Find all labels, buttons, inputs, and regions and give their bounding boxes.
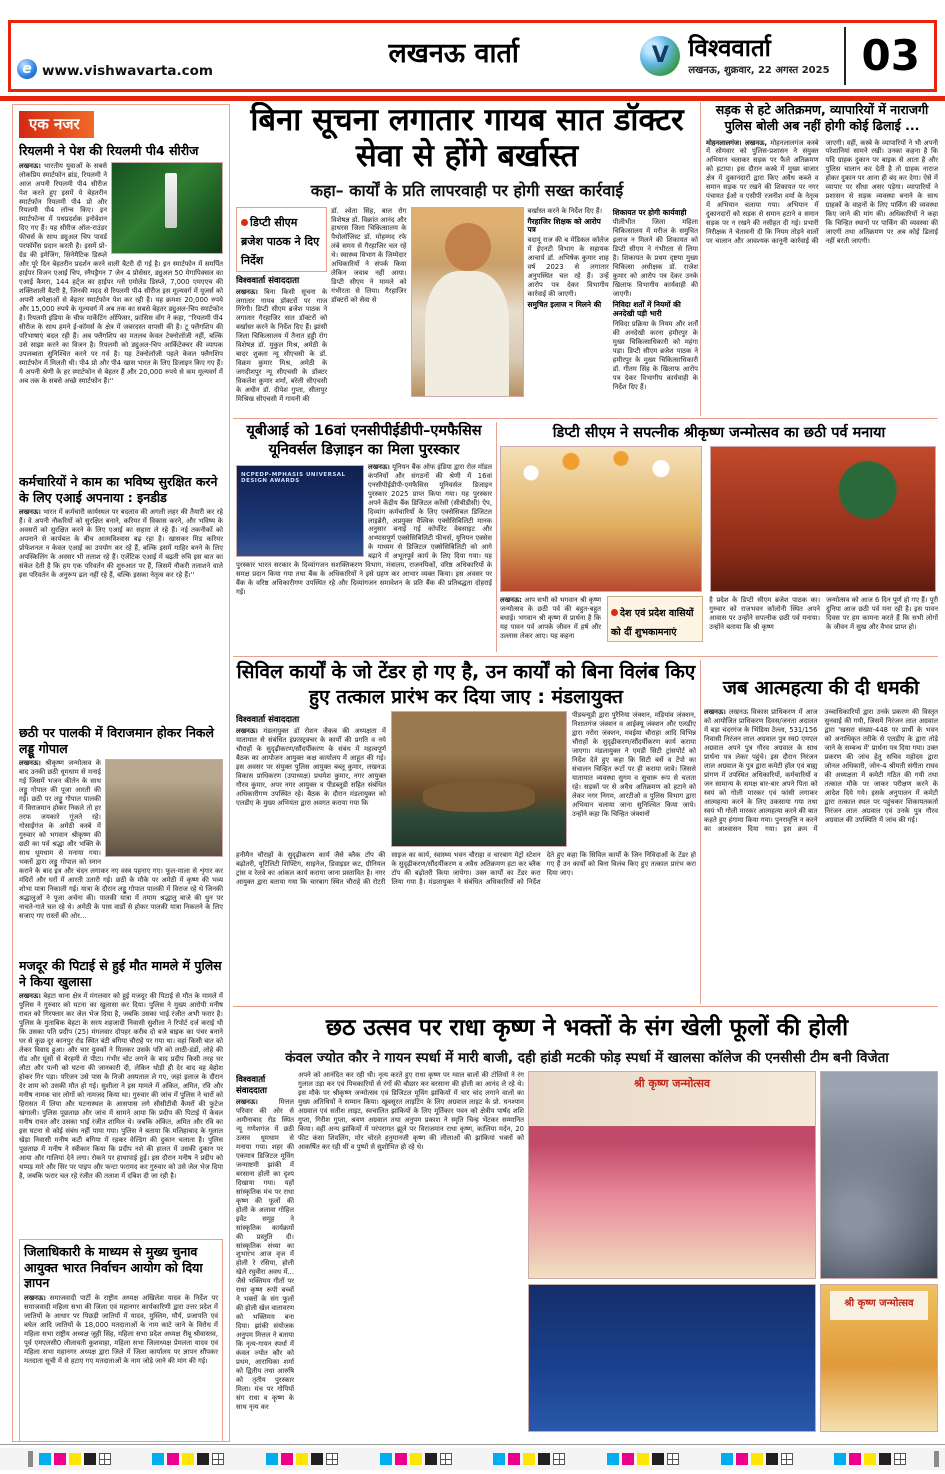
dateline: लखनऊ। <box>236 287 258 296</box>
color-swatch <box>766 1453 778 1465</box>
masthead <box>8 20 937 92</box>
registration-cross-icon <box>99 1453 111 1465</box>
registration-cross-icon <box>894 1453 906 1465</box>
lead-body-3-intro: बर्खास्त करने के निर्देश दिए हैं। <box>527 206 603 215</box>
column-rule <box>700 660 701 1004</box>
masthead-left <box>17 25 267 87</box>
color-swatch <box>54 1453 66 1465</box>
color-swatch <box>84 1453 96 1465</box>
article-headline: डिप्टी सीएम ने सपत्नीक श्रीकृष्ण जन्मोत्सव का छठी पर्व मनाया <box>552 425 886 441</box>
award-article <box>236 422 492 652</box>
registration-cross-icon <box>440 1453 452 1465</box>
column-rule <box>496 422 497 652</box>
dateline: लखनऊ। <box>236 727 258 736</box>
sidebar-article-indeed <box>19 474 223 720</box>
color-swatch <box>508 1453 520 1465</box>
night-tableau-photo <box>528 1284 816 1432</box>
sidebar-section-header: एक नजर <box>19 111 94 138</box>
suicide-threat-article <box>704 660 938 1004</box>
award-banner-text: NCPEDP-MPHASIS UNIVERSAL DESIGN AWARDS <box>241 471 346 484</box>
lead-subheadline: कहा– कार्यों के प्रति लापरवाही पर होगी सख्त कार्रवाई <box>310 180 624 200</box>
palki-procession-photo <box>105 759 223 857</box>
lead-body-3: बदायूं राज की ब मेडिकल कॉलेज में ईएनटी विभाग के सहायक आचार्य डॉ. अभिषेक कुमार शाह वर्ष 2023 से लगातार अनुपस्थित चल रहे हैं। उन्हें आरोप पत्र देकर विभागीय कार्रवाई की जाएगी। <box>527 236 609 299</box>
holi-right-column <box>298 1071 524 1432</box>
celebration-balloons-photo <box>500 446 702 592</box>
sub-section-heading: शिकायत पर होगी कार्यवाही <box>612 207 687 217</box>
sidebar-article-realme <box>19 143 223 469</box>
section-title: लखनऊ वार्ता <box>388 38 519 69</box>
lead-column-4 <box>613 207 698 403</box>
article-headline: सिविल कार्यों के जो टेंडर हो गए है, उन कार्यों को बिना विलंब किए हुए तत्काल प्रारंभ कर दिया जाए : मंडलायुक्त <box>236 661 696 708</box>
article-body: मोहनलालगंज कस्बे में सोमवार को पुलिस-प्रशासन ने संयुक्त अभियान चलाकर सड़क पर फैले अतिक्रमण को हटाया। इस दौरान कस्बे में मुख्य बाजार क्षेत्र में दुकानदारों द्वारा किए अवैध कब्जे व समान सड़क पर रखने की शिकायत पर नगर पंचायत ईओ व एसीपी रजनीश वर्मा के नेतृत्व में अभियान चलाया गया। अभियान में दुकानदारों को सड़क से समान हटाने व समान सड़क पर न रखने की नसीहत दी गई। प्रभारी निरीक्षक ने चेतावनी दी कि नियम तोड़ने वालों पर चालान और आवश्यक कानूनी कार्रवाई की जाएगी। वहीं, कस्बे के व्यापारियों ने भी अपनी परेशानियां सामने रखीं। उनका कहना है कि यदि ग्राहक दुकान पर बाइक से आता है और पुलिस चालान कर देती है तो ग्राहक नाराज होकर दुकान पर आना ही बंद कर देगा। ऐसे में व्यापार पर सीधा असर पड़ेगा। व्यापारियों ने प्रशासन से सड़क व्यवस्था बनाने के साथ ग्राहकों के वाहनों के लिए पार्किंग की व्यवस्था किए जाने की मांग की। अधिकारियों ने कहा कि चिन्हित स्थानों पर पार्किंग की व्यवस्था की जाएगी तथा अतिक्रमण पर अब कोई ढिलाई नहीं बरती जाएगी। <box>706 138 938 246</box>
column-rule <box>700 102 701 416</box>
color-swatch <box>538 1453 550 1465</box>
lead-article <box>236 102 698 416</box>
article-body: भारत में कर्मचारी कार्यस्थल पर बदलाव की अगली लहर की तैयारी कर रहे हैं। वे अपनी नौकरियों को सुरक्षित बनाने, करियर में विकास करने, और भविष्य के अवसरों को सुरक्षित करने के लिए एआई का सहारा ले रहे हैं। नई तकनीकों को अपनाने से कार्यबल के बीच आत्मविश्वास बढ़ रहा है। खासकर मिड करियर प्रोफेशनल न केवल एआई का उपयोग कर रहे हैं, बल्कि इसमें माहिर बनने के लिए अपस्किलिंग के अवसर भी तलाश रहे हैं। एजेंटिक एआई में बढ़ती रुचि इस बात का संकेत देती है कि हम एक परिवर्तन की शुरुआत पर हैं, जिसमें नौकरी तलाशने वाले इस परिवर्तन के अनुरूप ढल नहीं रहे हैं, बल्कि इसका नेतृत्व कर रहे हैं।'' <box>19 508 223 580</box>
sub-section-heading: समुचित इलाज न मिलने की <box>527 300 602 310</box>
holi-left-column <box>236 1071 294 1432</box>
color-swatch <box>69 1453 81 1465</box>
color-swatch <box>834 1453 846 1465</box>
article-body: है प्रदेश के डिप्टी सीएम ब्रजेश पाठक का। गुरुवार को राजभवन कॉलोनी स्थित अपने आवास पर उन्होंने सपत्नीक छठी पर्व मनाया। उन्होंने बताया कि श्री कृष्ण <box>709 596 821 631</box>
lead-column-3 <box>528 207 609 403</box>
color-swatch <box>425 1453 437 1465</box>
dateline: लखनऊ। <box>19 759 41 768</box>
color-swatch <box>493 1453 505 1465</box>
realme-p4-product-photo <box>111 162 223 254</box>
lead-column-1 <box>236 207 327 403</box>
article-body: मित्तल परिवार की ओर से अमीनाबाद रोड स्थित न्यू गणेशगंज में छठी उत्सव धूमधाम से मनाया गया। शहर की एकमात्र डिजिटल मूविंग जन्माष्टमी झांकी में बरसाना होली का दृश्य दिखाया गया। यहाँ सांस्कृतिक मंच पर राधा कृष्ण की फूलों की होली के अलावा गोहिल इवेंट समूह ने सांस्कृतिक कार्यक्रमों की प्रस्तुति दी। सांस्कृतिक संध्या का शुभारंभ आज वृज में होली रे रसिया, होली खेले रघुवीरा अवध में... जैसे भक्तिमय गीतों पर राधा कृष्ण रूपी बच्चों ने भक्तों के संग फूलों की होली खेल वातावरण को भक्तिमय बना दिया। झांकी संयोजक अनुपम मित्तल ने बताया कि नृत्य-गायन स्पर्धा में कंवल ज्योत कौर को प्रथम, आराधिका शर्मा को द्वितीय तथा आरुषि को तृतीय पुरस्कार मिला। मंच पर गोपियों संग राधा व कृष्ण के साथ नृत्य कर <box>236 1098 294 1411</box>
tenders-column-1 <box>236 711 386 847</box>
article-headline: यूबीआई को 16वां एनसीपीईडीपी–एमफैसिस यूनिवर्सल डिज़ाइन का मिला पुरस्कार <box>246 423 482 458</box>
krishna-column-1 <box>500 596 601 642</box>
dateline: लखनऊ। <box>19 992 41 1001</box>
dateline: लखनऊ। <box>704 708 726 716</box>
registration-endcap <box>28 1451 33 1467</box>
cmyk-registration-group <box>266 1453 338 1465</box>
browser-e-icon: e <box>17 59 37 79</box>
tenders-column-2 <box>572 711 696 847</box>
color-swatch <box>879 1453 891 1465</box>
lead-body-columns <box>236 207 698 403</box>
color-swatch <box>637 1453 649 1465</box>
article-body: लखनऊ विकास प्राधिकरण में आज को आयोजित प्राधिकरण दिवस/जनता अदालत में बड़ा चंदरगंज के भिंडिया टेल्ला, 531/156 निवासी निरंजन लाल अग्रवाल पुत्र स्व0 एमएल अग्रवाल अपने पुत्र गौरव अग्रवाल के साथ प्रार्थना पत्र लेकर पहुंचे। इस दौरान निरंजन लाल अग्रवाल के पुत्र द्वारा कमेटी हॉल एवं बाह्य प्रांगण में उपस्थित अधिकारियों, कर्मचारियों व जन सामान्य के समक्ष बार-बार अपने पिता को स्वयं को गोली मारकर एवं फांसी लगाकर आत्महत्या करने के लिए उकसाया गया तथा स्वयं भी गोली मारकर आत्महत्या करने की बात कहते हुए हंगामा किया गया। पुनरावृत्ति न करने का आश्वासन दिया गया। इस क्रम में उच्चाधिकारियों द्वारा उनके प्रकरण की विस्तृत सुनवाई की गयी, जिसमें निरंजन लाल अग्रवाल द्वारा 'खसरा संख्या-448 पर प्रार्थी के भवन को अनाधिकृत तरीके से एलडीए के द्वारा तोड़े जाने के सम्बन्ध में' प्रार्थना पत्र दिया गया। उक्त प्रकरण की जांच हेतु सचिव महोदय द्वारा जोनल अधिकारी, जोन-4 श्रीमती संगीता राघव की अध्यक्षता में कमेटी गठित की गयी तथा तत्काल मौके पर जाकर परीक्षण करने के आदेश दिये गये। इसके अनुपालन में कमेटी द्वारा तत्काल स्थल पर पहुंचकर शिकायतकर्ता निरंजन लाल अग्रवाल एवं उनके पुत्र गौरव अग्रवाल की उपस्थिति में जांच की गई। <box>704 708 938 833</box>
article-body: भारतीय युवाओं के सबसे लोकप्रिय स्मार्टफोन ब्रांड, रियलमी ने आज अपनी रियलमी पी4 सीरीज पेश करते हुए इसमें ये बेहतरीन स्मार्टफोन रियलमी पी4 प्रो और रियलमी पी4 लॉन्च किए। इन स्मार्टफोन्स में पथप्रदर्शक इनोवेशन दिए गए हैं। यह सीरीज ऑल-राउंडर फीचर्स के साथ ड्युअल चिप पावर्ड परफॉर्मेंस प्रदान करती है। इसमें प्रो-ग्रेड की इमेजिंग, सिनेमैटिक डिस्प्ले और पूरे दिन बेहतरीन प्रदर्शन करने वाली बैटरी दी गई है। इन स्मार्टफोन में समर्पित हाईपर विजन एआई चिप, स्नैपड्रैगन 7 जेन 4 प्रोसेसर, ड्युअल 50 मेगापिक्सल का एआई कैमरा, 144 हर्ट्ज का हाईपर ग्लो एमोलेड डिस्प्ले, 7,000 एमएएच की शक्तिशाली बैटरी है, जिनकी मदद से रियलमी पी4 सीरीज इस मूल्यवर्ग में यूजर्स को अपनी अपेक्षाओं से बेहतर स्मार्टफोन पेश कर रही है। यह क्रमशः 20,000 रुपये और 15,000 रुपये के मूल्यवर्ग में अब तक का सबसे बेहतर ड्युअल-चिप स्मार्टफोन है। रियलमी इंडिया के चीफ मार्केटिंग ऑफिसर, फ्रांसिस वोंग ने कहा, ''रियलमी पी4 सीरीज के साथ हमने ई-कॉमर्स के क्षेत्र में जबरदस्त वापसी की है। टू फ्लैगशिप की परिभाषाएं बदल रही हैं। अब फ्लैगशिप का मतलब केवल टेक्नोलॉजी नहीं, बल्कि उसे साझा करने का विजन है। रियलमी को ड्युअल-चिप आर्किटेक्चर की व्यापक उपलब्धता सुनिश्चित करने पर गर्व है। यह टेक्नोलॉजी पहले केवल फ्लैगशिप स्मार्टफोन में मिलती थी। पी4 प्रो और पी4 खास भारत के लिए डिजाइन किए गए हैं। ये अपनी श्रेणी के हर स्मार्टफोन से बेहतर हैं और 20,000 रुपये से कम मूल्यवर्ग में अब तक के सबसे अच्छे स्मार्टफोन हैं।'' <box>19 161 223 385</box>
highlight-box-text: देश एवं प्रदेश वासियों को दीं शुभकामनाएं <box>611 608 694 638</box>
byline: विश्ववार्ता संवाददाता <box>236 715 300 726</box>
page-number: 03 <box>861 31 920 80</box>
blessings-highlight-box <box>607 596 703 642</box>
article-body: श्रीकृष्ण जन्मोत्सव के बाद उनकी छठी धूमधाम से मनाई गई जिसमें भजन कीर्तन के साथ लड्डू गोपाल की पूजा आरती की गई। छठी पर लड्डू गोपाल पालकी में विराजमान होकर निकले तो हर तरफ जयकारे गूंजते रहे। गोसाईंगंज के अमेठी कस्बे में गुरुवार को भगवान श्रीकृष्ण की छठी का पर्व श्रद्धा और भक्ति के साथ धूमधाम से मनाया गया। भक्तों द्वारा लड्डू गोपाल को स्नान कराने के बाद इत्र और चंदन लगाकर नए वस्त्र पहनाए गए। फूल-माला से शृंगार कर मंदिरों और घरों में आरती उतारी गई। छठी के मौके पर अमेठी में कृष्ण की भव्य शोभा यात्रा निकाली गई। यात्रा के दौरान लड्डू गोपाल पालकी में विराज रहे थे जिनकी श्रद्धालुओं ने पूजा अर्चना की। पालकी यात्रा में तमाम श्रद्धालु बाजे की धुन पर नाचते-गाते चल रहे थे। अमेठी के पास वार्डों से होकर पालकी यात्रा निकलने के लिए सजाए गए रास्तों की ओर... <box>19 759 223 920</box>
stage-performance-photo <box>528 1071 816 1279</box>
article-body: समाजवादी पार्टी के राष्ट्रीय अध्यक्ष अखिलेश यादव के निर्देश पर समाजवादी महिला सभा की जिला एवं महानगर कार्यकारिणी द्वारा उत्तर प्रदेश में जातियों के आधार पर पिछड़ी जातियों में यादव, मुस्लिम, मौर्य, प्रजापति एवं बघेल आदि जातियों के 18,000 मतदाताओं के नाम काटे जाने के विरोध में महिला सभा राष्ट्रीय अध्यक्ष जूही सिंह, महिला सभा प्रदेश अध्यक्ष रीबू श्रीवास्तव, पूर्व एमएलसी0 लीलावती कुशवाहा, महिला सभा जिलाध्यक्ष प्रेमलता यादव एवं महिला सभा महानगर अध्यक्ष द्वारा जिले में जिला कार्यालय पर ज्ञापन सौंपकर मतदाता सूची में से हटाए गए मतदाताओं के नाम जोड़े जाने की मांग की गई। <box>24 1293 218 1365</box>
stage-banner-text: श्री कृष्ण जन्मोत्सव <box>529 1072 815 1126</box>
article-body: जन्मोत्सव को आज 6 दिन पूर्ण हो गए हैं। पूरी दुनिया आज छठी पर्व मना रही है। इस पावन दिवस पर हम कामना करते हैं कि सभी लोगों के जीवन में सुख और वैभव प्राप्त हो। <box>826 596 938 631</box>
sidebar-article-laddu-gopal <box>19 725 223 953</box>
article-body: आप सभी को भगवान श्री कृष्ण जन्मोत्सव के छठी पर्व की बहुत-बहुत बधाई। भगवान श्री कृष्ण से प्रार्थना है कि यह पावन पर्व आपके जीवन में हर्ष और उल्लास लेकर आए। यह कहना <box>500 596 602 640</box>
tableau-banner-text: श्री कृष्ण जन्मोत्सव <box>830 1291 927 1320</box>
edition-date-line: लखनऊ, शुक्रवार, 22 अगस्त 2025 <box>688 65 830 76</box>
flower-holi-photo <box>820 1284 938 1432</box>
brand-name: विश्ववार्ता <box>688 34 771 62</box>
crowd-photo <box>820 1071 938 1279</box>
dateline: लखनऊ। <box>236 1098 258 1106</box>
lead-body-2: डॉ. श्वेता सिंह, बाल रोग विशेषज्ञ डॉ. विक्रांत आनंद और हाथरस जिला चिकित्सालय के पैथोलॉजिस्ट डॉ. मोहम्मद रफे लंबे समय से गैरहाजिर चल रहे थे। स्वास्थ्य विभाग के जिम्मेदार अधिकारियों ने संपर्क किया लेकिन जवाब नहीं आया। डिप्टी सीएम ने मामले को गंभीरता से लिया। गैरहाजिर डॉक्टरों को सेवा से <box>331 206 407 305</box>
dateline: लखनऊ। <box>368 462 390 471</box>
kicker-text: डिप्टी सीएम ब्रजेश पाठक ने दिए निर्देश <box>241 215 320 267</box>
section-rule <box>233 656 938 657</box>
print-bar-rule <box>0 1444 945 1445</box>
sub-section-heading: गैरहाजिर शिक्षक को आरोप पत्र <box>527 216 601 235</box>
logo-v-letter: V <box>651 43 669 68</box>
color-swatch <box>607 1453 619 1465</box>
article-body: यूनियन बैंक ऑफ इंडिया द्वारा रोल मॉडल कंपनियों और संगठनों की श्रेणी में 16वां एनसीपीईडीपी-एमफैसिस यूनिवर्सल डिजाइन पुरस्कार 2025 प्राप्त किया गया। यह पुरस्कार अपने केंद्रीय बैंक डिजिटल करेंसी (सीबीडीसी) ऐप, दिव्यांग कर्मचारियों के लिए एक्सेसिबल डिजिटल लाइब्रेरी, अप्रयुक्त वैश्विक एक्सेसिबिलिटी मानक अनुसार बनाई गई कॉर्पोरेट वेबसाइट और अभ्यासपूर्ण एक्सेसिबिलिटी फीचर्स, यूनियन एक्सेस के माध्यम से डिजिटल एक्सेसिबिलिटी को आगे बढ़ाने में अभूतपूर्व कार्य के लिए दिया गया। यह पुरस्कार भारत सरकार के दिव्यांगजन सशक्तिकरण विभाग, मंत्रालय, राजनयिकों, वरिष्ठ अधिकारियों के समक्ष प्रदान किया गया तथा बैंक के अधिकारियों ने इसे ग्रहण कर आभार व्यक्त किया। इस अवसर पर बैंक के वरिष्ठ अधिकारीगण उपस्थित रहे और दिव्यांगजन समावेशन के प्रति बैंक की प्रतिबद्धता दोहराई गई। <box>236 462 492 597</box>
sidebar-article-memorandum <box>19 1239 223 1442</box>
website-url: www.vishwavarta.com <box>42 63 213 79</box>
article-headline: जब आत्महत्या की दी धमकी <box>722 677 920 699</box>
deputy-cm-portrait-photo <box>411 207 524 397</box>
color-swatch <box>751 1453 763 1465</box>
masthead-right <box>640 25 928 87</box>
article-body: मंडलायुक्त डॉ रोशन जैकब की अध्यक्षता में यातायात से संबंधित इंफ्रास्ट्रक्चर के कार्यों की प्रगति व नये चौराहों के सुदृढ़ीकरण/सौंदर्यीकरण के संबंध में महत्वपूर्ण बैठक का आयोजन आयुक्त कक्ष कार्यालय में आहूत की गई। इस अवसर पर संयुक्त पुलिस आयुक्त बब्लू कुमार, लखनऊ विकास प्राधिकरण (उपाध्यक्ष) प्रथमेश कुमार, नगर आयुक्त गौरव कुमार, अपर नगर आयुक्त व पीडब्लूडी सहित संबंधित अधिकारीगण उपस्थित रहे। बैठक के दौरान मंडलायुक्त को एलडीए के मुख्य अभियंता द्वारा अवगत कराया गया कि <box>236 727 386 808</box>
lead-column-2 <box>331 207 406 403</box>
holi-layout-grid <box>236 1071 938 1432</box>
lead-body-4b: निविदा प्रक्रिया के नियम और शर्तों की अनदेखी करना हमीरपुर के मुख्य चिकित्साधिकारी को महंगा पड़ा। डिप्टी सीएम ब्रजेश पाठक ने हमीरपुर के मुख्य चिकित्साधिकारी डॉ. गीतम सिंह के खिलाफ आरोप पत्र देकर विभागीय कार्यवाही के निर्देश दिए हैं। <box>612 319 698 391</box>
color-swatch <box>281 1453 293 1465</box>
article-body: पीडब्ल्यूडी द्वारा पुरैनिया जंक्शन, मड़ियांव जंक्शन, निशातगंज जंक्शन व आईक्यू जंक्शन और एलडीए द्वारा नरोरा जंक्शन, मवईया चौराहा आदि विभिन्न चौराहों के सुदृढ़ीकरण/सौंदर्यीकरण कार्य कराया जाएगा। मंडलायुक्त ने एमडी सिटी ट्रांसपोर्ट को निर्देश देते हुए कहा कि सिटी बसें व टेंपो का संचालन चिन्हित रूटों पर ही कराया जावे। जिससे यातायात व्यवस्था सुगम व सुचारू रूप से चलता रहे। सड़कों पर से अवैध अतिक्रमण को हटाने को लेकर नगर निगम, आरटीओ व पुलिस विभाग द्वारा अभियान चलाया जाना सुनिश्चित किया जाये। उन्होंने कहा कि चिन्हित जंक्शनों <box>572 711 696 819</box>
registration-cross-icon <box>553 1453 565 1465</box>
color-swatch <box>736 1453 748 1465</box>
tenders-body-row <box>236 711 696 847</box>
color-swatch <box>39 1453 51 1465</box>
article-headline: जिलाधिकारी के माध्यम से मुख्य चुनाव आयुक्त भारत निर्वाचन आयोग को दिया ज्ञापन <box>24 1244 203 1291</box>
article-headline: छठ उत्सव पर राधा कृष्ण ने भक्तों के संग खेली फूलों की होली <box>325 1015 849 1041</box>
color-swatch <box>622 1453 634 1465</box>
lead-body-4a: पीलीभीत जिला महिला चिकित्सालय में मरीज के समुचित इलाज न मिलने की शिकायत को डिप्टी सीएम ने गंभीरता से लिया है। शिकायत के प्रथम दृष्टया मुख्य चिकित्सा अधीक्षक डॉ. राजेश कुमार को आरोप पत्र देकर उनके खिलाफ विभागीय कार्यवाही की जाएगी। <box>612 218 698 299</box>
color-swatch <box>296 1453 308 1465</box>
color-swatch <box>721 1453 733 1465</box>
bullet-dot-icon <box>611 609 618 616</box>
dateline: लखनऊ। <box>19 161 41 170</box>
bullet-dot-icon <box>241 219 248 226</box>
holi-festival-article <box>236 1010 938 1442</box>
krishna-body-columns <box>500 596 938 642</box>
registration-cross-icon <box>781 1453 793 1465</box>
color-swatch <box>410 1453 422 1465</box>
article-subheadline: कंवल ज्योत कौर ने गायन स्पर्धा में मारी बाजी, दही हांडी मटकी फोड़ स्पर्धा में खालसा कॉलेज की एनसीसी टीम बनी विजेता <box>285 1050 889 1066</box>
registration-cross-icon <box>326 1453 338 1465</box>
dateline: लखनऊ। <box>19 508 41 517</box>
article-headline: सड़क से हटे अतिक्रमण, व्यापारियों में नाराजगी पुलिस बोली अब नहीं होगी कोई ढिलाई ... <box>715 102 929 134</box>
color-swatch <box>849 1453 861 1465</box>
lead-headline: बिना सूचना लगातार गायब सात डॉक्टर सेवा से होंगे बर्खास्त <box>250 102 684 175</box>
byline: विश्ववार्ता संवाददाता <box>236 1075 267 1096</box>
encroachment-article <box>706 102 938 416</box>
krishna-column-3 <box>709 596 820 642</box>
section-rule <box>233 1006 938 1007</box>
article-body: हनीमैन चौराहों के सुदृढ़ीकरण कार्य जैसे ब्लैक टॉप की बढ़ोतरी, यूटिलिटी शिफ्टिंग, साइनेज, डिवाइडर कट, ग्रीनियल ट्रांस व रेलवे का आंकल कार्य कराया जाना प्रस्तावित है। नगर आयुक्त द्वारा बताया गया कि चारबाग स्थित चौराहे की रोटरी साइज का कार्य, स्वास्थ्य भवन चौराहा व चारबाग मेट्रो स्टेशन के सुदृढ़ीकरण/सौंदर्यीकरण व अवैध अतिक्रमण हटा कर ब्लैक टॉप की बढ़ोतरी किया जायेगा। उक्त कार्यों का टेंडर करा लिया गया है। मंडलायुक्त ने संबंधित अधिकारियों को निर्देश देते हुए कहा कि सिविल कार्यों के जिन निविदाओं के टेंडर हो गए हैं उन कार्यों को बिना विलंब किए हुए तत्काल प्रारंभ करा दिया जाए। <box>236 851 696 887</box>
commissioner-meeting-photo <box>391 711 567 847</box>
sidebar-ek-najar <box>12 104 230 1442</box>
article-headline: छठी पर पालकी में विराजमान होकर निकले लड्डू गोपाल <box>19 725 215 756</box>
color-swatch <box>311 1453 323 1465</box>
dateline: मोहनलालगंज। लखनऊ, <box>706 138 768 147</box>
krishna-column-4 <box>826 596 938 642</box>
page-number-divider <box>844 27 846 85</box>
registration-cross-icon <box>212 1453 224 1465</box>
color-swatch <box>395 1453 407 1465</box>
cmyk-registration-group <box>493 1453 565 1465</box>
color-swatch <box>864 1453 876 1465</box>
article-body: बेहटा थाना क्षेत्र में मंगलवार को हुई मजदूर की पिटाई से मौत के मामले में पुलिस ने गुरुवार को घटना का खुलासा कर दिया। पुलिस ने मुख्य आरोपी मनीष रावत को गिरफ्तार कर जेल भेज दिया है, जबकि उसका भाई रंजीत अभी फरार है। पुलिस के मुताबिक बेहटा के सरय शहजादी निवासी सुशीला ने रिपोर्ट दर्ज कराई थी कि उसका पति प्रदीप (25) मंगलवार दोपहर करीब दो बजे बाइक का पंचर बनाने घर से कुछ दूर कानपुर रोड स्थित बंटी बगिया चौराहे पर गया था। वहां किसी बात को लेकर विवाद हुआ। और चार युवकों ने मिलकर उसके पति को लाठी-डंडों, लोहे की रॉड और घूंसों से बेरहमी से पीटा। गंभीर चोट लगने के बाद प्रदीप किसी तरह घर लौटा और पत्नी को घटना की जानकारी दी, लेकिन थोड़ी ही देर बाद वह बेहोश होकर गिर पड़ा। परिजन उसे पास के निजी अस्पताल ले गए, जहां इलाज के दौरान देर शाम को उसकी मौत हो गई। सुशीला ने इस मामले में अंकित, अमित, रवि और मनीष नामक चार लोगों को नामजद किया था। गुरुवार की जांच में पुलिस ने चारों को हिरासत में लिया और घटनास्थल के आसपास लगे सीसीटीवी कैमरों की फुटेज खंगाली। पुलिस पूछताछ और जांच में सामने आया कि प्रदीप की पिटाई में केवल मनीष रावत और उसका भाई रंजीत शामिल थे। जबकि अंकित, अमित और रवि का इस घटना से कोई संबंध नहीं पाया गया। पुलिस ने बताया कि मलिहाबाद के गूलाल खेड़ा निवासी मनीष कटी बगिया में रहकर वेल्डिंग की दुकान चलाता है। पुलिस पूछताछ में मनीष ने स्वीकार किया कि प्रदीप नशे की हालत में उसकी दुकान पर आया और गालियां देने लगा। रोकने पर हाथापाई हुई। इस दौरान मनीष ने प्रदीप को थप्पड़ मारे और सिर पर पाइप और फन्टा फरामद कर गुरुवार को उसे जेल भेज दिया है, जबकि फरार चल रहे रंजीत की तलाश में दबिश दी जा रही है। <box>19 992 223 1180</box>
cmyk-registration-group <box>721 1453 793 1465</box>
registration-cross-icon <box>667 1453 679 1465</box>
color-swatch <box>182 1453 194 1465</box>
tenders-article <box>236 660 696 1004</box>
color-swatch <box>266 1453 278 1465</box>
article-headline: कर्मचारियों ने काम का भविष्य सुरक्षित करने के लिए एआई अपनाया : इनडीड <box>19 474 218 505</box>
color-swatch <box>197 1453 209 1465</box>
color-swatch <box>167 1453 179 1465</box>
brand-block <box>688 36 835 76</box>
cmyk-registration-group <box>607 1453 679 1465</box>
krishna-chhathi-article <box>500 422 938 652</box>
award-ceremony-photo <box>236 465 364 557</box>
dateline: लखनऊ। <box>24 1293 46 1302</box>
cmyk-registration-group <box>39 1453 111 1465</box>
color-swatch <box>380 1453 392 1465</box>
print-registration-bar <box>0 1448 945 1470</box>
krishna-costume-photo <box>710 446 936 592</box>
article-headline: रियलमी ने पेश की रियलमी पी4 सीरीज <box>19 143 199 158</box>
color-swatch <box>523 1453 535 1465</box>
sidebar-article-police <box>19 958 223 1234</box>
section-rule <box>233 418 938 419</box>
dateline: लखनऊ: <box>500 596 522 604</box>
cmyk-registration-group <box>152 1453 224 1465</box>
kicker-box <box>236 207 327 272</box>
lead-body-1: बिना किसी सूचना के लगातार गायब डॉक्टरों पर गाज गिरेगी। डिप्टी सीएम ब्रजेश पाठक ने लगातार गैरहाजिर सात डॉक्टरों को बर्खास्त करने के निर्देश दिए हैं। झांसी जिला चिकित्सालय में तैनात हड्डी रोग विशेषज्ञ डॉ. मुकुल मिश्र, अमेठी के बादर शुक्ला न्यू सीएचसी के डॉ. विक्रम कुमार मिश्र, अमेठी के जगदीशपुर न्यू सीएचसी के डॉक्टर विकलेश कुमार शर्मा, बरेली सीएचसी के अधीन डॉ. दीपेश गुप्ता, सीतापुर मिश्रिख सीएचसी में गायनी की <box>236 287 328 403</box>
registration-endcap <box>934 1451 939 1467</box>
cmyk-registration-group <box>380 1453 452 1465</box>
tenders-bottom-columns <box>236 851 696 947</box>
color-swatch <box>152 1453 164 1465</box>
color-swatch <box>652 1453 664 1465</box>
cmyk-registration-group <box>834 1453 906 1465</box>
article-body: अपने को आनंदित कर रही थी। नृत्य करते हुए राधा कृष्ण पर ग्वाल बालों की टोलियों ने रंग गुलाल उड़ा कर एवं पिचकारियों से रंगों की बौछार कर बरसाना की होली का आनंद ले रहे थे। इस मौके पर श्रीकृष्ण जन्मोत्सव एवं डिजिटल मूविंग झांकियों में चार चांद लगाने वालों का मुख्य अतिथियों ने सम्मान किया। खूबसूरत लाइटिंग के लिए अग्रवाल लाइट के प्रो. घनश्याम अग्रवाल एवं सतीश लाइट, स्वचालित झांकियों के लिए मूर्तिकार पवन को क्षेत्रीय पार्षद शशि गुप्ता, गिरीश गुप्ता, श्रवण अग्रवाल तथा अनुपम प्रकाश ने स्मृति चिन्ह भेंटकर सम्मानित किया। वहीं अन्य झांकियों में परंपरागत झूले पर विराजमान राधा कृष्ण, कालिया मर्दन, 20 फीट कंसा शिवलिंग, मोर चोरले हनुमानजी कृष्ण की लीलाओं की झांकियां भक्तों को आकर्षित कर रही थीं व पुष्पों से सुशोभित हो रहे थे। <box>298 1071 524 1151</box>
vishwavarta-globe-logo-icon <box>640 36 680 76</box>
byline: विश्ववार्ता संवाददाता <box>236 275 300 286</box>
krishna-photos-row <box>500 446 938 592</box>
article-headline: मजदूर की पिटाई से हुई मौत मामले में पुलिस ने किया खुलासा <box>19 958 222 989</box>
masthead-rule <box>0 96 945 101</box>
sub-section-heading: निविदा शर्तों में नियमों की अनदेखी पड़ी भारी <box>612 300 681 318</box>
